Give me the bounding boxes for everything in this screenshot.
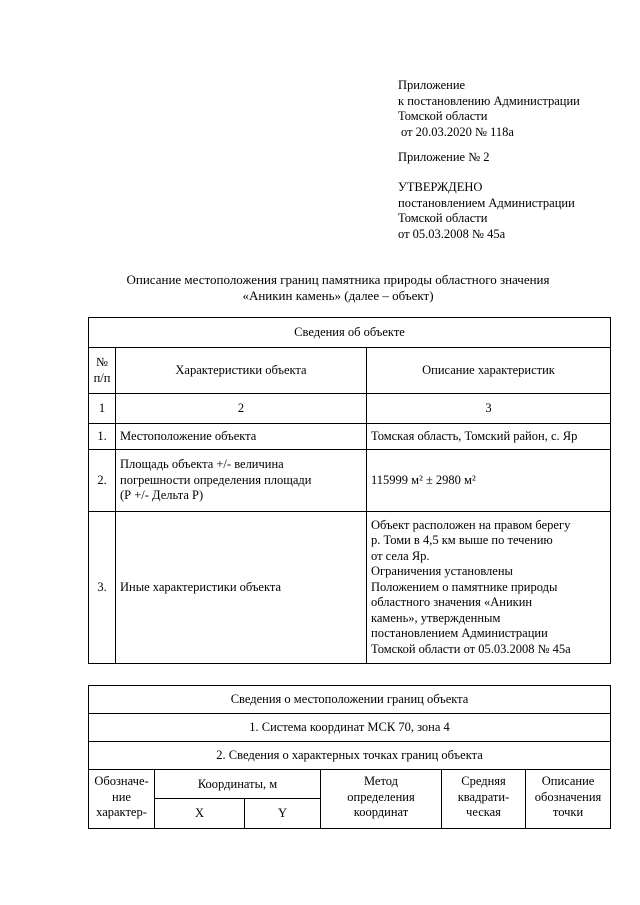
approved-block bbox=[398, 180, 575, 242]
header-line: квадрати- bbox=[457, 789, 510, 804]
index-cell: 3 bbox=[367, 394, 611, 424]
desc-line: Положением о памятнике природы bbox=[371, 579, 558, 594]
col-num-header: № п/п bbox=[89, 348, 116, 394]
col-desc-header: Описание характеристик bbox=[367, 348, 611, 394]
col-error-header bbox=[442, 770, 526, 829]
header-line: ние bbox=[112, 789, 131, 804]
desc-line: областного значения «Аникин bbox=[371, 595, 533, 610]
approved-line: постановлением Администрации bbox=[398, 195, 575, 210]
desc-line: Объект расположен на правом берегу bbox=[371, 517, 571, 532]
row-char-line: погрешности определения площади bbox=[120, 472, 312, 487]
row-desc: Томская область, Томский район, с. Яр bbox=[367, 424, 611, 450]
desc-line: р. Томи в 4,5 км выше по течению bbox=[371, 533, 553, 548]
appendix-line: от 20.03.2020 № 118а bbox=[401, 124, 514, 139]
col-y-header: Y bbox=[245, 799, 321, 829]
header-line: обозначения bbox=[534, 789, 602, 804]
appendix-number-text: Приложение № 2 bbox=[398, 150, 490, 164]
header-line: Метод bbox=[363, 774, 399, 788]
location-table-header: Сведения о местоположении границ объекта bbox=[89, 686, 611, 714]
desc-line: от села Яр. bbox=[371, 548, 430, 563]
boundary-points-row: 2. Сведения о характерных точках границ объекта bbox=[89, 742, 611, 770]
row-char: Местоположение объекта bbox=[116, 424, 367, 450]
row-num: 1. bbox=[89, 424, 116, 450]
col-descr-header bbox=[526, 770, 611, 829]
appendix-line: Приложение bbox=[398, 78, 466, 92]
desc-line: камень», утвержденным bbox=[371, 610, 501, 625]
row-char-line: Площадь объекта +/- величина bbox=[120, 457, 284, 472]
appendix-line: к постановлению Администрации bbox=[398, 93, 580, 108]
col-x-header: X bbox=[155, 799, 245, 829]
header-line: координат bbox=[353, 805, 409, 819]
object-info-table bbox=[88, 317, 611, 664]
row-desc: 115999 м² ± 2980 м² bbox=[367, 450, 611, 512]
header-line: определения bbox=[347, 789, 415, 804]
header-line: Описание bbox=[541, 774, 595, 788]
row-char bbox=[116, 450, 367, 512]
location-info-table bbox=[88, 685, 611, 829]
header-line: Средняя bbox=[461, 774, 506, 788]
col-method-header bbox=[321, 770, 442, 829]
row-desc bbox=[367, 512, 611, 664]
header-line: ческая bbox=[466, 805, 501, 819]
col-char-header: Характеристики объекта bbox=[116, 348, 367, 394]
approved-line: от 05.03.2008 № 45а bbox=[398, 226, 506, 241]
appendix-number bbox=[398, 150, 490, 166]
header-line: точки bbox=[552, 805, 584, 819]
row-num: 3. bbox=[89, 512, 116, 664]
desc-line: постановлением Администрации bbox=[371, 626, 548, 641]
title-line: «Аникин камень» (далее – объект) bbox=[242, 288, 434, 303]
row-char: Иные характеристики объекта bbox=[116, 512, 367, 664]
approved-line: УТВЕРЖДЕНО bbox=[398, 180, 483, 194]
approved-line: Томской области bbox=[398, 211, 488, 225]
document-title bbox=[0, 272, 640, 304]
row-char-line: (Р +/- Дельта Р) bbox=[120, 488, 204, 503]
col-designation-header bbox=[89, 770, 155, 829]
desc-line: Томской области от 05.03.2008 № 45а bbox=[371, 641, 571, 656]
col-coords-header: Координаты, м bbox=[155, 770, 321, 799]
header-line: Обозначе- bbox=[94, 774, 149, 788]
index-cell: 2 bbox=[116, 394, 367, 424]
row-num: 2. bbox=[89, 450, 116, 512]
coordinate-system-row: 1. Система координат МСК 70, зона 4 bbox=[89, 714, 611, 742]
title-line: Описание местоположения границ памятника природы областного значения bbox=[126, 272, 550, 287]
header-line: характер- bbox=[96, 805, 147, 819]
index-cell: 1 bbox=[89, 394, 116, 424]
appendix-block bbox=[398, 78, 580, 140]
object-table-header: Сведения об объекте bbox=[89, 318, 611, 348]
appendix-line: Томской области bbox=[398, 109, 488, 123]
desc-line: Ограничения установлены bbox=[371, 564, 513, 579]
